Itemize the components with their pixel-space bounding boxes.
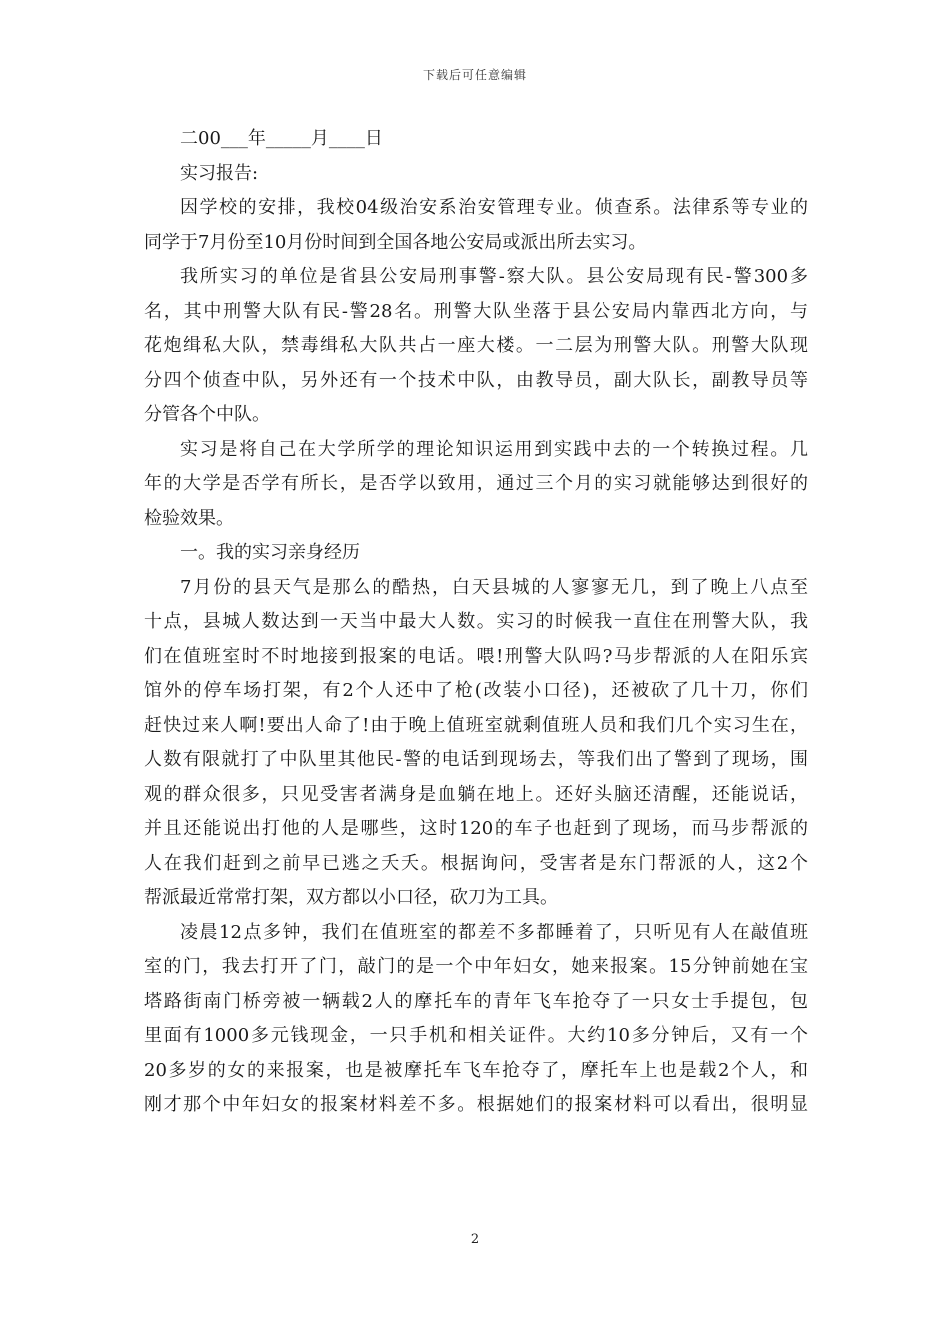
text-line: 花炮缉私大队，禁毒缉私大队共占一座大楼。一二层为刑警大队。刑警大队现	[144, 335, 808, 356]
text-line: 观的群众很多，只见受害者满身是血躺在地上。还好头脑还清醒，还能说话，	[144, 783, 808, 805]
text-line: 人在我们赶到之前早已逃之夭夭。根据询问，受害者是东门帮派的人，这2个	[144, 852, 808, 874]
text-line: 同学于7月份至10月份时间到全国各地公安局或派出所去实习。	[144, 231, 647, 253]
document-body	[144, 122, 808, 1123]
text-line: 塔路街南门桥旁被一辆载2人的摩托车的青年飞车抢夺了一只女士手提包，包	[144, 990, 808, 1012]
text-line: 们在值班室时不时地接到报案的电话。喂!刑警大队吗?马步帮派的人在阳乐宾	[144, 645, 808, 667]
text-line: 并且还能说出打他的人是哪些，这时120的车子也赶到了现场，而马步帮派的	[144, 818, 808, 839]
page-number: 2	[470, 1232, 480, 1247]
text-line: 人数有限就打了中队里其他民-警的电话到现场去，等我们出了警到了现场，围	[144, 749, 808, 770]
text-line: 室的门，我去打开了门，敲门的是一个中年妇女，她来报案。15分钟前她在宝	[144, 956, 808, 977]
text-line: 里面有1000多元钱现金，一只手机和相关证件。大约10多分钟后，又有一个	[144, 1025, 808, 1046]
report-title: 实习报告:	[180, 162, 259, 184]
text-line: 刚才那个中年妇女的报案材料差不多。根据她们的报案材料可以看出，很明显	[144, 1094, 808, 1115]
text-line: 20多岁的女的来报案，也是被摩托车飞车抢夺了，摩托车上也是载2个人，和	[144, 1059, 808, 1081]
text-line: 实习是将自己在大学所学的理论知识运用到实践中去的一个转换过程。几	[180, 438, 808, 460]
text-line: 凌晨12点多钟，我们在值班室的都差不多都睡着了，只听见有人在敲值班	[180, 921, 808, 943]
text-line: 名，其中刑警大队有民-警28名。刑警大队坐落于县公安局内靠西北方向，与	[144, 300, 808, 322]
section-heading: 一。我的实习亲身经历	[180, 542, 360, 563]
text-line: 分四个侦查中队，另外还有一个技术中队，由教导员，副大队长，副教导员等	[144, 369, 808, 391]
text-line: 年的大学是否学有所长，是否学以致用，通过三个月的实习就能够达到很好的	[144, 473, 808, 494]
text-line: 因学校的安排，我校04级治安系治安管理专业。侦查系。法律系等专业的	[180, 197, 808, 218]
text-line: 赶快过来人啊!要出人命了!由于晚上值班室就剩值班人员和我们几个实习生在，	[144, 714, 808, 736]
text-line: 馆外的停车场打架，有2个人还中了枪(改装小口径)，还被砍了几十刀，你们	[144, 680, 808, 701]
page-header-note: 下载后可任意编辑	[422, 68, 527, 82]
text-line: 检验效果。	[144, 507, 234, 529]
text-line: 7月份的县天气是那么的酷热，白天县城的人寥寥无几，到了晚上八点至	[180, 576, 808, 598]
text-line: 帮派最近常常打架，双方都以小口径，砍刀为工具。	[144, 887, 558, 908]
text-line: 十点，县城人数达到一天当中最大人数。实习的时候我一直住在刑警大队，我	[144, 611, 808, 632]
date-line: 二00___年_____月____日	[180, 128, 383, 149]
text-line: 分管各个中队。	[144, 404, 270, 425]
text-line: 我所实习的单位是省县公安局刑事警-察大队。县公安局现有民-警300多	[180, 266, 808, 287]
